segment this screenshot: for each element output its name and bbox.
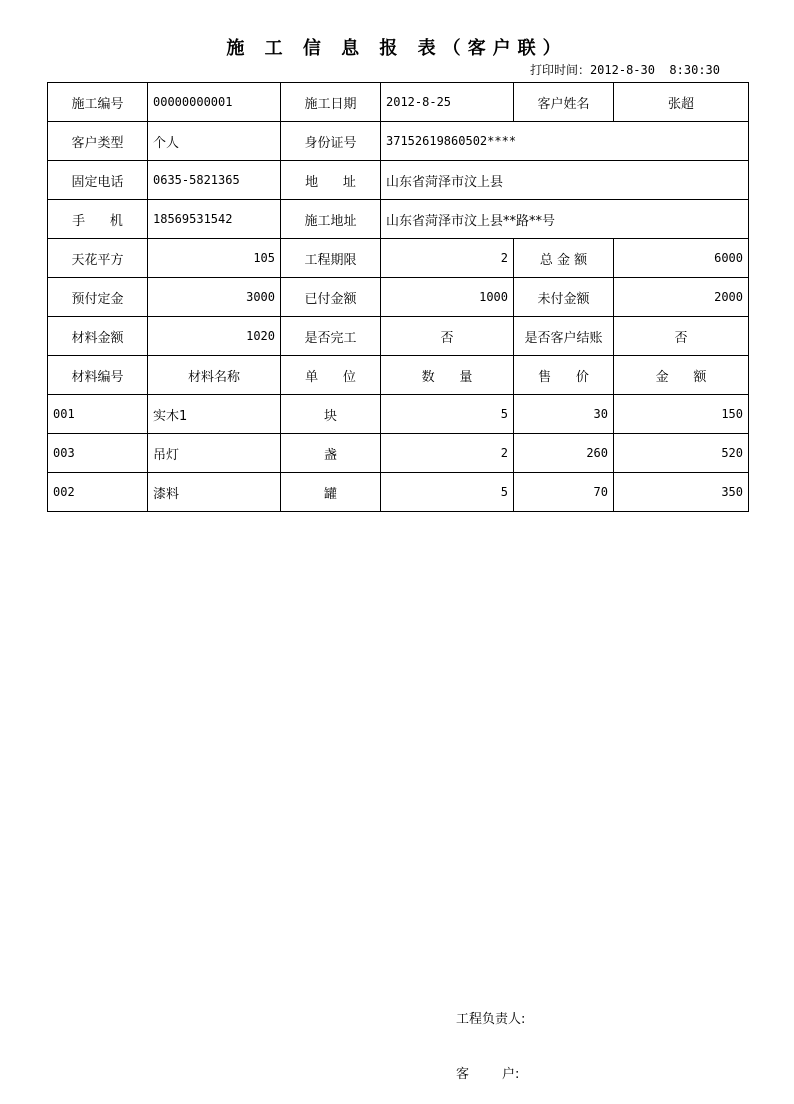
customer-type-value: 个人 [148,122,281,161]
report-title: 施 工 信 息 报 表（客户联） [226,38,568,59]
construction-date-value: 2012-8-25 [381,83,514,122]
material-unit: 块 [281,395,381,434]
material-code: 001 [48,395,148,434]
material-name: 实木1 [148,395,281,434]
unpaid-value: 2000 [614,278,749,317]
customer-signature-label: 客 户: [456,1067,520,1082]
duration-label: 工程期限 [281,239,381,278]
phone-value: 0635-5821365 [148,161,281,200]
paid-label: 已付金额 [281,278,381,317]
material-qty: 5 [381,473,514,512]
deposit-label: 预付定金 [48,278,148,317]
material-amount-value: 1020 [148,317,281,356]
header-material-code: 材料编号 [48,356,148,395]
material-price: 70 [514,473,614,512]
mobile-value: 18569531542 [148,200,281,239]
table-row [48,473,749,512]
phone-label: 固定电话 [48,161,148,200]
total-label: 总 金 额 [514,239,614,278]
materials-header-row [48,356,749,395]
info-row-6 [48,278,749,317]
info-row-5 [48,239,749,278]
info-row-4 [48,200,749,239]
duration-value: 2 [381,239,514,278]
address-label: 地 址 [281,161,381,200]
customer-name-label: 客户姓名 [514,83,614,122]
table-row [48,395,749,434]
site-address-label: 施工地址 [281,200,381,239]
material-unit: 盏 [281,434,381,473]
material-name: 漆料 [148,473,281,512]
completed-value: 否 [381,317,514,356]
info-row-7 [48,317,749,356]
customer-name-value: 张超 [614,83,749,122]
total-value: 6000 [614,239,749,278]
unpaid-label: 未付金额 [514,278,614,317]
paid-value: 1000 [381,278,514,317]
ceiling-area-label: 天花平方 [48,239,148,278]
info-row-1 [48,83,749,122]
ceiling-area-value: 105 [148,239,281,278]
header-price: 售 价 [514,356,614,395]
material-price: 260 [514,434,614,473]
deposit-value: 3000 [148,278,281,317]
settled-value: 否 [614,317,749,356]
material-amount-label: 材料金额 [48,317,148,356]
material-qty: 5 [381,395,514,434]
mobile-label: 手 机 [48,200,148,239]
material-code: 003 [48,434,148,473]
material-amount: 150 [614,395,749,434]
completed-label: 是否完工 [281,317,381,356]
table-row [48,434,749,473]
material-price: 30 [514,395,614,434]
customer-type-label: 客户类型 [48,122,148,161]
material-amount: 520 [614,434,749,473]
header-amount: 金 额 [614,356,749,395]
info-row-2 [48,122,749,161]
material-qty: 2 [381,434,514,473]
material-unit: 罐 [281,473,381,512]
site-address-value: 山东省菏泽市汶上县**路**号 [381,200,749,239]
manager-signature-label: 工程负责人: [456,1012,526,1027]
material-name: 吊灯 [148,434,281,473]
report-table [47,82,749,512]
construction-no-value: 00000000001 [148,83,281,122]
construction-no-label: 施工编号 [48,83,148,122]
id-no-value: 37152619860502**** [381,122,749,161]
info-row-3 [48,161,749,200]
material-code: 002 [48,473,148,512]
settled-label: 是否客户结账 [514,317,614,356]
construction-date-label: 施工日期 [281,83,381,122]
header-material-name: 材料名称 [148,356,281,395]
header-unit: 单 位 [281,356,381,395]
header-quantity: 数 量 [381,356,514,395]
material-amount: 350 [614,473,749,512]
print-time: 打印时间：2012-8-30 8:30:30 [529,63,720,77]
address-value: 山东省菏泽市汶上县 [381,161,749,200]
id-no-label: 身份证号 [281,122,381,161]
